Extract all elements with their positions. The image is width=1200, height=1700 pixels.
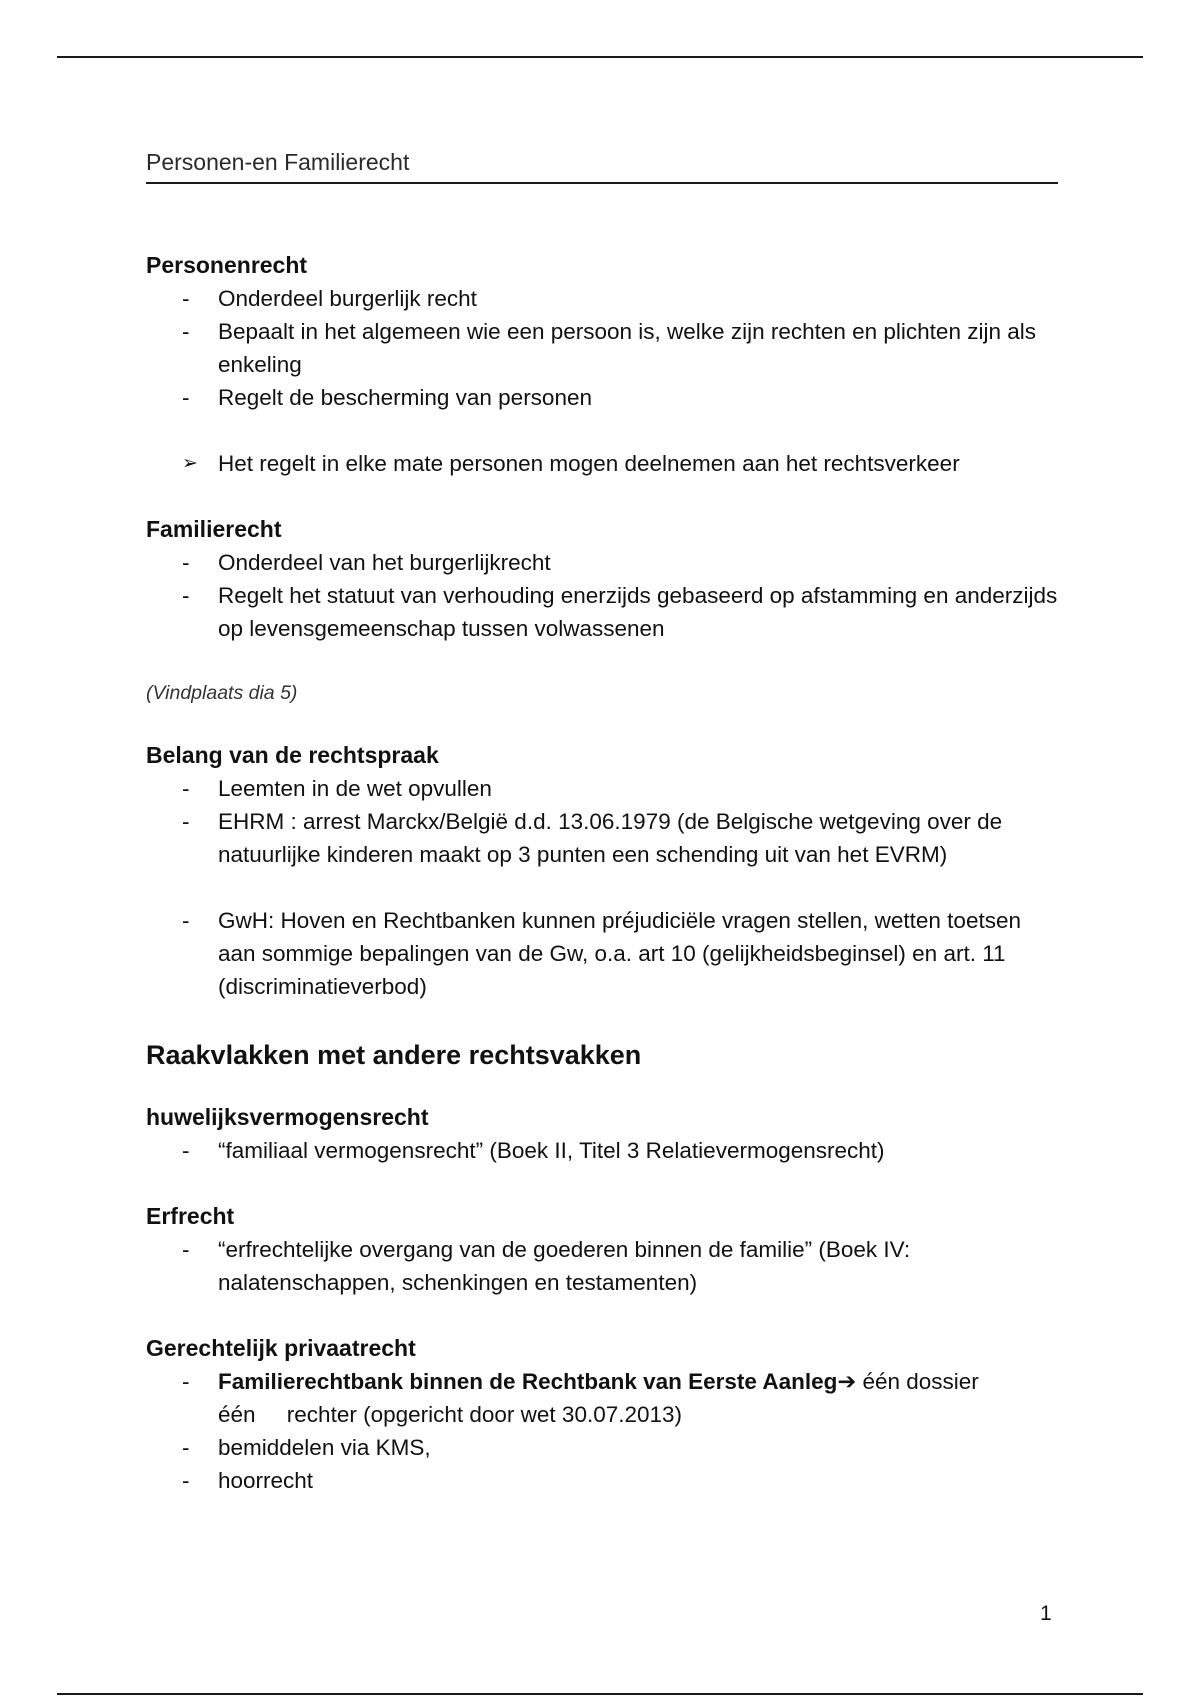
- page-number: 1: [1040, 1602, 1052, 1625]
- dash-bullet: -: [182, 1435, 190, 1460]
- document-body: [146, 147, 1058, 1497]
- dash-bullet: -: [182, 286, 190, 311]
- section-rechtspraak: [146, 739, 1058, 1003]
- dash-bullet: -: [182, 809, 190, 834]
- dash-bullet: -: [182, 908, 190, 933]
- list-item: - bemiddelen via KMS,: [146, 1431, 1058, 1464]
- list-item: - EHRM : arrest Marckx/België d.d. 13.06.1979 (de Belgische wetgeving over de natuurlijke kinderen maakt op 3 punten een schending uit van het EVRM): [146, 805, 1058, 871]
- dash-bullet: -: [182, 1468, 190, 1493]
- list-item: - hoorrecht: [146, 1464, 1058, 1497]
- major-heading-raakvlakken: Raakvlakken met andere rechtsvakken: [146, 1040, 642, 1070]
- gerechtelijk-list: [146, 1365, 1058, 1497]
- dash-bullet: -: [182, 1138, 190, 1163]
- section-heading-rechtspraak: Belang van de rechtspraak: [146, 742, 439, 768]
- list-item: - Onderdeel van het burgerlijkrecht: [146, 546, 1058, 579]
- list-item: - Leemten in de wet opvullen: [146, 772, 1058, 805]
- dash-bullet: -: [182, 550, 190, 575]
- list-item: - “erfrechtelijke overgang van de goederen binnen de familie” (Boek IV: nalatenschappen, schenkingen en testamenten): [146, 1233, 1058, 1299]
- list-item: - Regelt de bescherming van personen: [146, 381, 1058, 414]
- right-arrow-icon: ➔: [837, 1369, 857, 1394]
- personenrecht-list: [146, 282, 1058, 414]
- list-item: - Regelt het statuut van verhouding enerzijds gebaseerd op afstamming en anderzijds op levensgemeenschap tussen volwassenen: [146, 579, 1058, 645]
- dash-bullet: -: [182, 776, 190, 801]
- list-item: - Bepaalt in het algemeen wie een persoon is, welke zijn rechten en plichten zijn als enkeling: [146, 315, 1058, 381]
- page-bottom-rule: [57, 1693, 1143, 1695]
- page-top-rule: [57, 56, 1143, 58]
- section-heading-personenrecht: Personenrecht: [146, 252, 308, 278]
- dash-bullet: -: [182, 583, 190, 608]
- arrow-bullet-icon: ➢: [182, 453, 198, 474]
- section-erfrecht: [146, 1200, 1058, 1299]
- section-heading-erfrecht: Erfrecht: [146, 1203, 235, 1229]
- section-personenrecht: [146, 249, 1058, 480]
- dash-bullet: -: [182, 385, 190, 410]
- familierechtbank-text: Familierechtbank binnen de Rechtbank van Eerste Aanleg: [218, 1369, 838, 1394]
- dash-bullet: -: [182, 1237, 190, 1262]
- list-item: - Familierechtbank binnen de Rechtbank van Eerste Aanleg➔ één dossier één rechter (opgericht door wet 30.07.2013): [146, 1365, 1058, 1431]
- section-gerechtelijk-privaatrecht: [146, 1332, 1058, 1497]
- dash-bullet: -: [182, 319, 190, 344]
- list-item: - Onderdeel burgerlijk recht: [146, 282, 1058, 315]
- list-item: - GwH: Hoven en Rechtbanken kunnen préjudiciële vragen stellen, wetten toetsen aan sommige bepalingen van de Gw, o.a. art 10 (gelijkheidsbeginsel) en art. 11 (discriminatieverbod): [146, 904, 1058, 1003]
- list-item: - “familiaal vermogensrecht” (Boek II, Titel 3 Relatievermogensrecht): [146, 1134, 1058, 1167]
- rechtspraak-list: [146, 772, 1058, 1003]
- document-header: Personen-en Familierecht: [146, 147, 1058, 184]
- section-heading-familierecht: Familierecht: [146, 516, 282, 542]
- section-heading-gerechtelijk: Gerechtelijk privaatrecht: [146, 1335, 416, 1361]
- section-heading-huwelijksvermogensrecht: huwelijksvermogensrecht: [146, 1104, 429, 1130]
- arrow-list-item: ➢ Het regelt in elke mate personen mogen deelnemen aan het rechtsverkeer: [146, 447, 1058, 480]
- familierecht-list: [146, 546, 1058, 645]
- erfrecht-list: [146, 1233, 1058, 1299]
- dash-bullet: -: [182, 1369, 190, 1394]
- section-huwelijksvermogensrecht: [146, 1101, 1058, 1167]
- huwelijks-list: [146, 1134, 1058, 1167]
- section-familierecht: [146, 513, 1058, 645]
- source-note: (Vindplaats dia 5): [146, 682, 298, 704]
